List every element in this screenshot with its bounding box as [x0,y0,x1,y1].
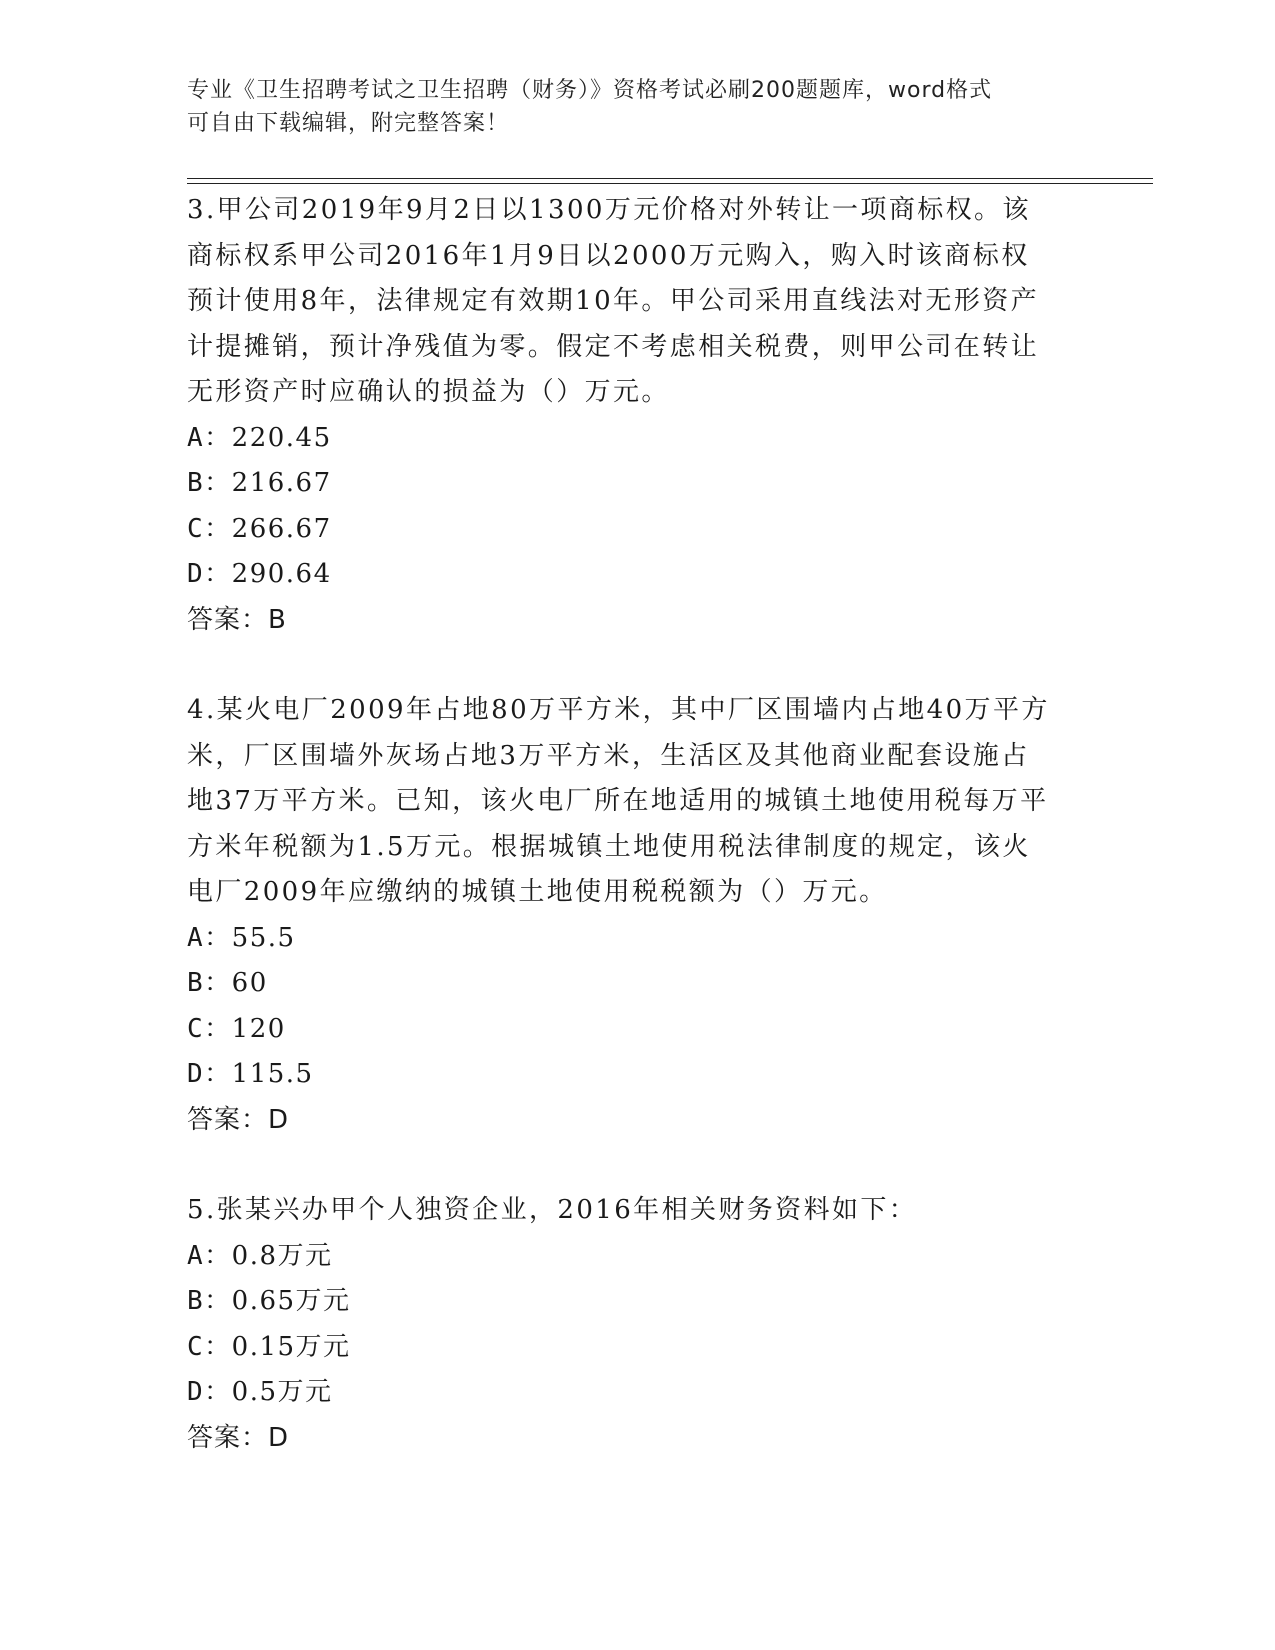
question-line: 预计使用8年，法律规定有效期10年。甲公司采用直线法对无形资产 [187,286,1040,316]
header-title-line-2: 可自由下载编辑，附完整答案！ [187,111,510,136]
header-divider-top [187,178,1153,179]
answer-label: 答案：B [187,604,287,635]
question-text [187,188,1087,416]
question-line: 5.张某兴办甲个人独资企业，2016年相关财务资料如下： [187,1195,918,1225]
option-b [187,961,1087,1007]
option-text: 60 [231,968,268,998]
option-text: 55.5 [231,922,296,953]
option-d [187,552,1087,598]
option-b [187,1279,1087,1325]
question-spacer [187,1143,1087,1188]
answer-label: 答案：D [187,1422,290,1453]
option-text: 220.45 [231,422,332,453]
option-a [187,916,1087,962]
option-c [187,1007,1087,1053]
question-line: 地37万平方米。已知，该火电厂所在地适用的城镇土地使用税每万平 [187,786,1049,816]
option-text: 120 [231,1013,286,1044]
option-key: B： [187,1286,232,1316]
question-line: 电厂2009年应缴纳的城镇土地使用税税额为（）万元。 [187,877,888,907]
option-d [187,1370,1087,1416]
option-key: A： [187,1240,232,1271]
question-list [187,188,1087,1461]
option-key: C： [187,513,232,544]
option-key: D： [187,1377,232,1407]
option-text: 266.67 [231,513,332,544]
option-text: 216.67 [231,468,332,498]
question-4 [187,688,1087,1143]
question-line: 无形资产时应确认的损益为（）万元。 [187,377,670,407]
option-c [187,507,1087,553]
option-key: A： [187,422,232,453]
option-key: A： [187,922,232,953]
option-c [187,1325,1087,1371]
option-b [187,461,1087,507]
option-text: 115.5 [231,1059,314,1089]
option-key: D： [187,559,232,589]
option-a [187,1234,1087,1280]
question-line: 米，厂区围墙外灰场占地3万平方米，生活区及其他商业配套设施占 [187,740,1030,771]
header-divider-bottom [187,183,1153,184]
page-header [187,74,1087,140]
option-key: D： [187,1059,232,1089]
question-line: 商标权系甲公司2016年1月9日以2000万元购入，购入时该商标权 [187,240,1030,271]
question-line: 方米年税额为1.5万元。根据城镇土地使用税法律制度的规定，该火 [187,831,1031,862]
option-key: C： [187,1331,232,1362]
option-key: B： [187,968,232,998]
question-spacer [187,643,1087,688]
question-5 [187,1188,1087,1461]
option-key: C： [187,1013,232,1044]
option-text: 0.5万元 [231,1377,333,1407]
option-text: 0.8万元 [231,1240,333,1271]
question-line: 3.甲公司2019年9月2日以1300万元价格对外转让一项商标权。该 [187,195,1031,225]
option-text: 0.65万元 [231,1286,351,1316]
answer-label: 答案：D [187,1104,290,1135]
question-line: 计提摊销，预计净残值为零。假定不考虑相关税费，则甲公司在转让 [187,331,1040,362]
question-line: 4.某火电厂2009年占地80万平方米，其中厂区围墙内占地40万平方 [187,695,1050,725]
option-key: B： [187,468,232,498]
option-d [187,1052,1087,1098]
option-text: 0.15万元 [231,1331,351,1362]
option-text: 290.64 [231,559,332,589]
option-a [187,416,1087,462]
question-text [187,1188,1087,1234]
question-3 [187,188,1087,643]
header-title-line-1: 专业《卫生招聘考试之卫生招聘（财务）》资格考试必刷200题题库，word格式 [187,78,993,103]
question-text [187,688,1087,916]
